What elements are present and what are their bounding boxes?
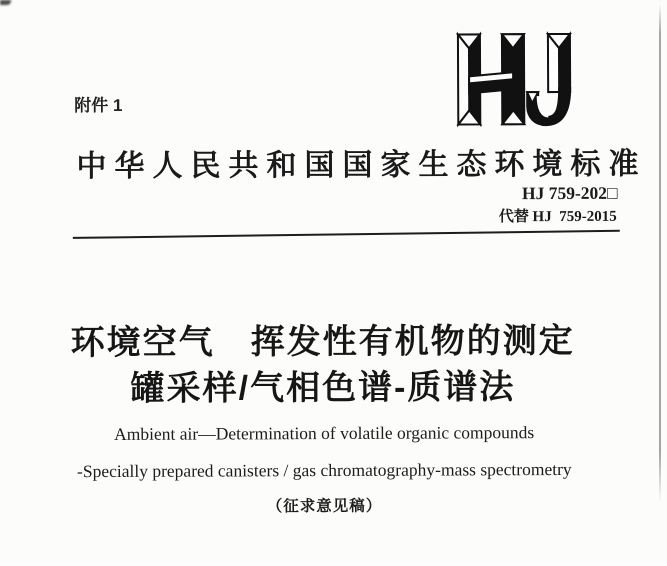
replaces-note: 代替 HJ 759-2015 bbox=[498, 208, 617, 226]
title-english-line1: Ambient air—Determination of volatile organic compounds bbox=[114, 422, 535, 444]
title-chinese-line2: 罐采样/气相色谱-质谱法 bbox=[130, 368, 516, 408]
draft-for-comments-label: （征求意见稿） bbox=[266, 497, 383, 516]
national-standard-heading: 中华人民共和国国家生态环境标准 bbox=[76, 147, 647, 184]
title-chinese-line1: 环境空气 挥发性有机物的测定 bbox=[70, 321, 575, 363]
title-english-line2: -Specially prepared canisters / gas chromatography-mass spectrometry bbox=[76, 458, 572, 482]
header-rule bbox=[73, 230, 620, 240]
hj-logo-icon bbox=[456, 30, 588, 129]
standard-number: HJ 759-202□ bbox=[521, 182, 618, 204]
attachment-label: 附件 1 bbox=[74, 95, 123, 116]
